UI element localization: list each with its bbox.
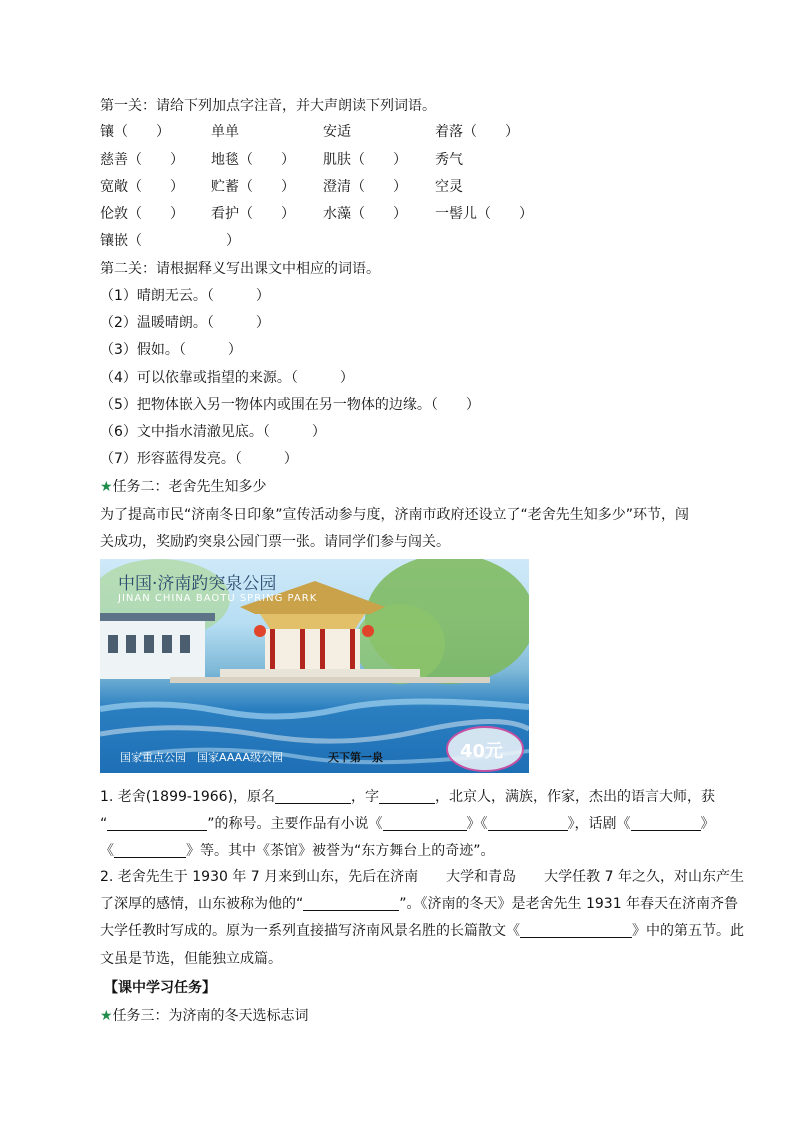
answer-blank[interactable] — [520, 921, 632, 938]
vocab-cell: 慈善（ ） — [100, 152, 184, 168]
vocab-cell: 地毯（ ） — [211, 152, 295, 168]
q2-text: 》中的第五节。此 — [632, 923, 744, 940]
answer-blank[interactable] — [488, 814, 568, 831]
vocab-cell: 一髻儿（ ） — [435, 206, 533, 222]
task2-title: 任务二：老舍先生知多少 — [112, 479, 267, 495]
answer-blank[interactable] — [383, 814, 467, 831]
vocab-cell: 水藻（ ） — [323, 206, 407, 222]
ticket-title-cn: 中国·济南趵突泉公园 — [118, 574, 277, 594]
answer-blank[interactable] — [379, 787, 435, 804]
intro-line: 为了提高市民“济南冬日印象”宣传活动参与度，济南市政府还设立了“老舍先生知多少”环节，闯 — [100, 507, 690, 523]
answer-blank[interactable] — [275, 787, 351, 804]
vocab-cell: 单单 — [211, 124, 239, 140]
answer-blank[interactable] — [114, 841, 186, 858]
task2-heading — [100, 477, 267, 497]
answer-blank[interactable] — [631, 814, 701, 831]
vocab-cell: 安适 — [323, 124, 351, 140]
definition-item: （1）晴朗无云。（ ） — [100, 288, 270, 304]
q2-text: 大学任教时写成的。原为一系列直接描写济南风景名胜的长篇散文《 — [100, 923, 520, 940]
q2-text: ”。《济南的冬天》是老舍先生 1931 年春天在济南齐鲁 — [399, 896, 739, 913]
q1-text: 1. 老舍(1899-1966)，原名 — [100, 789, 276, 805]
q1-text: 》《 — [466, 816, 488, 833]
vocab-cell: 肌肤（ ） — [323, 152, 407, 168]
q2-text: 2. 老舍先生于 1930 年 7 月来到山东，先后在济南 大学和青岛 大学任教 7 年之久，对山东产生 — [100, 869, 744, 885]
section-title: 【课中学习任务】 — [104, 980, 216, 996]
level1-title: 第一关：请给下列加点字注音，并大声朗读下列词语。 — [100, 98, 436, 114]
ticket-price: 40元 — [460, 741, 504, 762]
answer-blank[interactable] — [303, 894, 399, 911]
vocab-cell: 镶嵌（ ） — [100, 233, 240, 249]
definition-item: （7）形容蓝得发亮。（ ） — [100, 451, 298, 467]
vocab-cell: 看护（ ） — [211, 206, 295, 222]
definition-item: （2）温暖晴朗。（ ） — [100, 315, 270, 331]
q1-text: 《 — [100, 843, 114, 860]
level2-title: 第二关：请根据释义写出课文中相应的词语。 — [100, 261, 380, 277]
vocab-cell: 贮蓄（ ） — [211, 179, 295, 195]
question-1 — [100, 784, 722, 866]
q2-text: 文虽是节选，但能独立成篇。 — [100, 950, 282, 967]
definition-item: （6）文中指水清澈见底。（ ） — [100, 424, 326, 440]
task3-heading — [100, 1006, 309, 1026]
ticket-bottom-text: 国家重点公园 国家AAAA级公园 — [120, 751, 284, 764]
vocab-cell: 宽敞（ ） — [100, 179, 184, 195]
answer-blank[interactable] — [107, 814, 207, 831]
question-2 — [100, 864, 744, 973]
vocab-cell: 伦敦（ ） — [100, 206, 184, 222]
q1-text: “ — [100, 816, 108, 833]
q1-text: 》等。其中《茶馆》被誉为“东方舞台上的奇迹”。 — [186, 843, 495, 860]
task2-intro — [100, 502, 722, 556]
ticket-title-en: JINAN CHINA BAOTU SPRING PARK — [118, 593, 318, 604]
vocab-cell: 着落（ ） — [435, 124, 519, 140]
star-icon: ★ — [100, 479, 113, 495]
vocab-cell: 秀气 — [435, 152, 463, 168]
park-ticket-image — [100, 559, 529, 773]
q1-text: 》，话剧《 — [567, 816, 631, 833]
q1-text: 》 — [700, 816, 715, 833]
ticket-slogan: 天下第一泉 — [328, 751, 383, 764]
vocab-cell: 镶（ ） — [100, 124, 170, 140]
definition-item: （5）把物体嵌入另一物体内或围在另一物体的边缘。（ ） — [100, 397, 480, 413]
intro-line: 关成功，奖励趵突泉公园门票一张。请同学们参与闯关。 — [100, 534, 450, 551]
vocab-cell: 空灵 — [435, 179, 463, 195]
q1-text: ”的称号。主要作品有小说《 — [207, 816, 383, 833]
star-icon: ★ — [100, 1008, 113, 1024]
definition-item: （4）可以依靠或指望的来源。（ ） — [100, 370, 354, 386]
vocab-cell: 澄清（ ） — [323, 179, 407, 195]
q2-text: 了深厚的感情，山东被称为他的“ — [100, 896, 304, 913]
definition-item: （3）假如。（ ） — [100, 342, 242, 358]
q1-text: ，字 — [351, 789, 380, 805]
task3-title: 任务三：为济南的冬天选标志词 — [112, 1008, 309, 1024]
q1-text: ，北京人，满族，作家，杰出的语言大师，获 — [435, 789, 716, 805]
